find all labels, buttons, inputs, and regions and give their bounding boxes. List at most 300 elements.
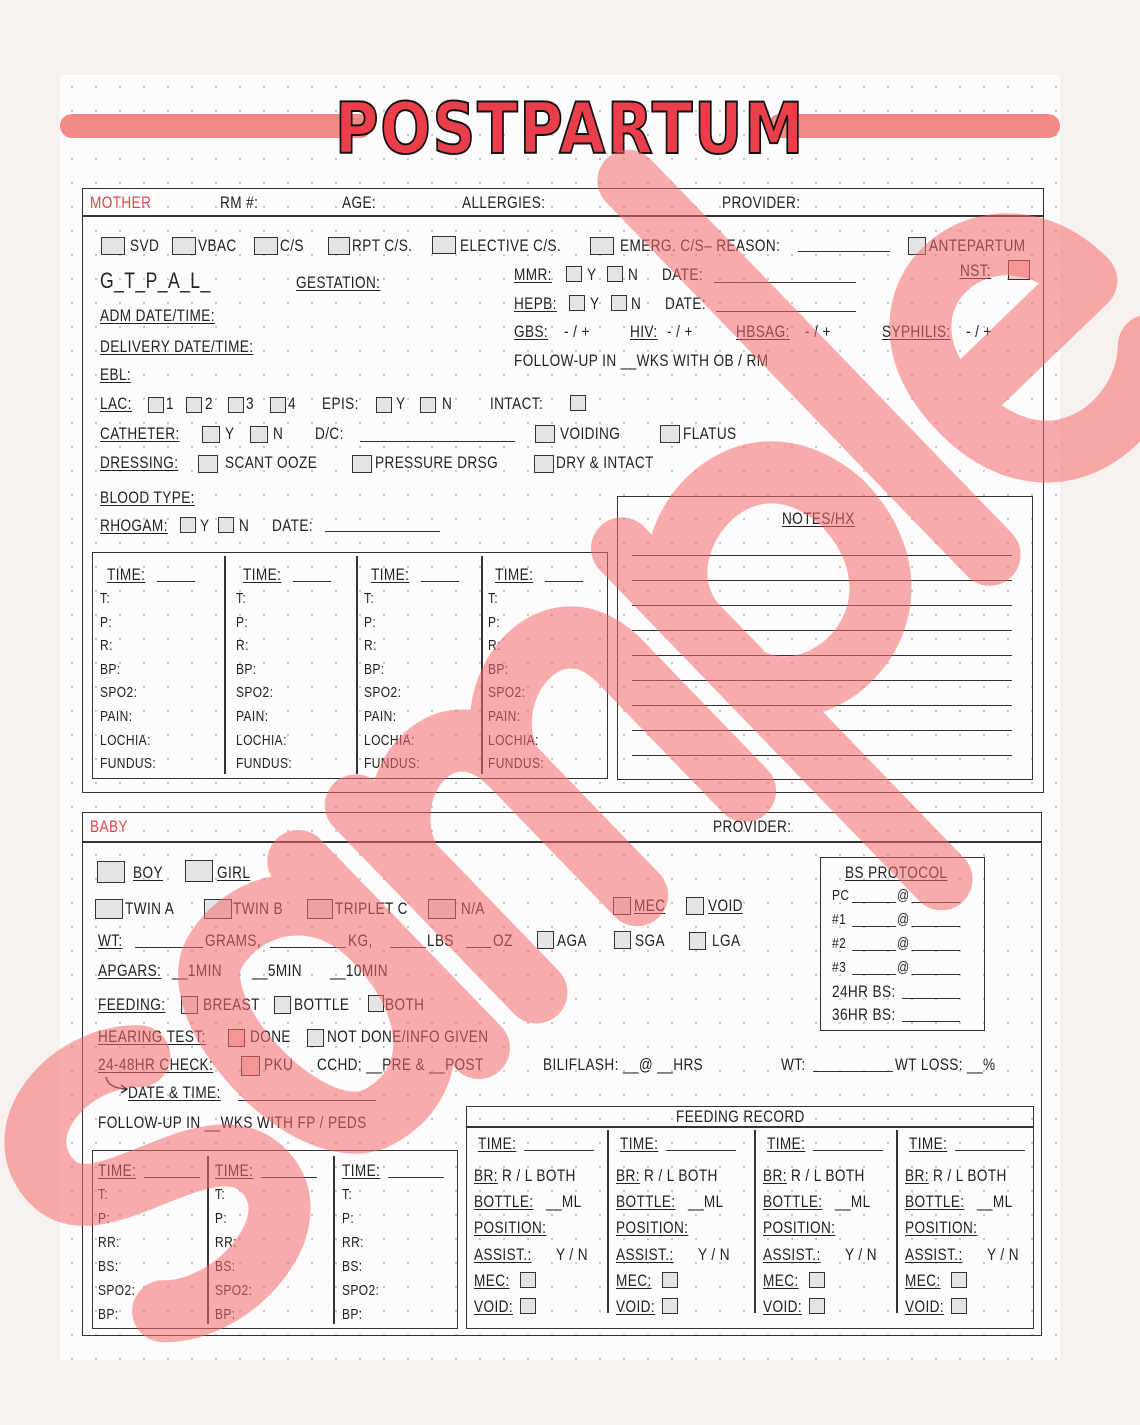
feed-void-label: VOID: xyxy=(616,1297,656,1316)
feed-mec-label: MEC: xyxy=(616,1271,652,1290)
lac-3-label: 3 xyxy=(246,394,254,413)
baby-vitals-field[interactable]: SPO2: xyxy=(98,1282,136,1299)
vitals-field[interactable]: PAIN: xyxy=(236,708,269,725)
divider xyxy=(333,1156,335,1324)
pku-checkbox[interactable] xyxy=(241,1056,260,1076)
both-checkbox[interactable] xyxy=(368,995,384,1012)
bs-24hr-label: 24HR BS: xyxy=(832,982,896,1001)
bs-row-label: PC xyxy=(832,887,850,904)
notes-line[interactable] xyxy=(632,730,1012,731)
vitals-field[interactable]: R: xyxy=(236,637,249,655)
feed-time-label: TIME: xyxy=(767,1134,806,1153)
twin-b-checkbox[interactable] xyxy=(204,899,232,919)
divider xyxy=(607,1130,609,1313)
vitals-time-line[interactable] xyxy=(293,581,331,582)
baby-vitals-field[interactable]: P: xyxy=(342,1210,355,1227)
baby-vitals-field[interactable]: SPO2: xyxy=(342,1282,380,1299)
catheter-yes-label: Y xyxy=(225,424,235,443)
feed-assist-yn[interactable]: Y / N xyxy=(556,1245,588,1264)
baby-vitals-time-line[interactable] xyxy=(388,1177,444,1178)
baby-vitals-field[interactable]: P: xyxy=(98,1210,111,1227)
mmr-yes-checkbox[interactable] xyxy=(566,266,582,282)
vitals-field[interactable]: FUNDUS: xyxy=(236,755,293,773)
epis-label: EPIS: xyxy=(322,394,359,413)
gtpal-field[interactable]: G_T_P_A_L_ xyxy=(100,268,211,293)
pressure-drsg-label: PRESSURE DRSG xyxy=(375,453,499,472)
baby-vitals-field[interactable]: BS: xyxy=(98,1258,119,1275)
bs-36hr-line[interactable] xyxy=(902,1021,960,1022)
feed-time-line[interactable] xyxy=(813,1150,883,1151)
gestation-label[interactable]: GESTATION: xyxy=(296,273,381,292)
lac-1-checkbox[interactable] xyxy=(148,397,164,413)
sga-checkbox[interactable] xyxy=(614,931,631,949)
twin-a-checkbox[interactable] xyxy=(95,899,123,919)
vitals-field[interactable]: PAIN: xyxy=(364,708,397,725)
feed-br-options[interactable]: R / L BOTH xyxy=(791,1166,865,1185)
hepb-no-label: N xyxy=(631,294,642,313)
baby-vitals-field[interactable]: RR: xyxy=(98,1234,120,1251)
bs-row-label: #3 xyxy=(832,959,847,976)
notes-line[interactable] xyxy=(632,705,1012,706)
feed-mec-checkbox[interactable] xyxy=(951,1272,967,1288)
feed-assist-yn[interactable]: Y / N xyxy=(845,1245,877,1264)
baby-vitals-field[interactable]: BS: xyxy=(215,1258,236,1275)
baby-vitals-time-line[interactable] xyxy=(261,1177,317,1178)
elective-cs-label: ELECTIVE C/S. xyxy=(460,236,562,255)
aga-checkbox[interactable] xyxy=(537,931,554,949)
hepb-yes-label: Y xyxy=(590,294,600,313)
feed-assist-label: ASSIST.: xyxy=(474,1245,532,1264)
feed-mec-checkbox[interactable] xyxy=(809,1272,825,1288)
notes-line[interactable] xyxy=(632,555,1012,556)
vitals-time-label: TIME: xyxy=(495,565,534,584)
feed-void-checkbox[interactable] xyxy=(809,1298,825,1314)
vitals-field[interactable]: P: xyxy=(488,613,501,631)
both-label: BOTH xyxy=(385,995,425,1014)
vitals-field[interactable]: R: xyxy=(364,637,377,655)
vitals-field[interactable]: BP: xyxy=(100,660,121,678)
girl-label: GIRL xyxy=(217,863,251,882)
bs-24hr-line[interactable] xyxy=(902,998,960,999)
rhogam-no-label: N xyxy=(239,516,250,535)
hearing-test-label: HEARING TEST: xyxy=(98,1027,206,1046)
intact-checkbox[interactable] xyxy=(570,395,586,411)
vitals-field[interactable]: T: xyxy=(100,590,111,607)
hepb-no-checkbox[interactable] xyxy=(611,295,627,311)
grams-label: GRAMS, xyxy=(205,931,262,950)
flatus-checkbox[interactable] xyxy=(660,425,680,443)
dry-intact-label: DRY & INTACT xyxy=(556,453,654,472)
page-title: POSTPARTUM xyxy=(334,88,806,170)
vitals-field[interactable]: SPO2: xyxy=(488,684,526,702)
breast-checkbox[interactable] xyxy=(181,996,198,1014)
dressing-label: DRESSING: xyxy=(100,453,179,472)
feed-bottle-label: BOTTLE: xyxy=(474,1192,534,1211)
catheter-no-checkbox[interactable] xyxy=(250,426,268,443)
notes-title: NOTES/HX xyxy=(782,509,855,528)
feed-mec-label: MEC: xyxy=(474,1271,510,1290)
hearing-not-done-label: NOT DONE/INFO GIVEN xyxy=(327,1027,489,1046)
notes-line[interactable] xyxy=(632,605,1012,606)
vitals-field[interactable]: P: xyxy=(100,613,113,631)
vbac-label: VBAC xyxy=(198,236,237,255)
baby-vitals-field[interactable]: BP: xyxy=(98,1306,119,1323)
lbs-line[interactable] xyxy=(390,947,426,948)
syphilis-label: SYPHILIS: xyxy=(882,322,951,341)
feed-void-checkbox[interactable] xyxy=(520,1298,536,1314)
age-label[interactable]: AGE: xyxy=(342,193,377,212)
feed-mec-label: MEC: xyxy=(905,1271,941,1290)
feed-void-label: VOID: xyxy=(474,1297,514,1316)
breast-label: BREAST xyxy=(203,995,260,1014)
divider xyxy=(207,1156,209,1324)
rhogam-no-checkbox[interactable] xyxy=(218,517,234,533)
bs-at: @ xyxy=(897,887,910,904)
feed-mec-checkbox[interactable] xyxy=(520,1272,536,1288)
bs-time-line[interactable] xyxy=(912,950,960,951)
vitals-field[interactable]: FUNDUS: xyxy=(100,755,157,773)
feed-bottle-label: BOTTLE: xyxy=(616,1192,676,1211)
bs-at: @ xyxy=(897,935,910,952)
vitals-field[interactable]: FUNDUS: xyxy=(488,755,545,773)
vitals-field[interactable]: SPO2: xyxy=(100,684,138,702)
rhogam-yes-checkbox[interactable] xyxy=(180,517,196,533)
pressure-drsg-checkbox[interactable] xyxy=(352,455,372,473)
syphilis-result[interactable]: - / + xyxy=(966,322,992,341)
vitals-field[interactable]: R: xyxy=(100,637,113,655)
na-label: N/A xyxy=(461,899,485,918)
emerg-cs-label: EMERG. C/S– REASON: xyxy=(620,236,781,255)
svd-checkbox[interactable] xyxy=(101,237,125,255)
feed-br-options[interactable]: R / L BOTH xyxy=(502,1166,576,1185)
date-time-label: DATE & TIME: xyxy=(128,1083,221,1102)
lac-4-checkbox[interactable] xyxy=(270,397,286,413)
baby-vitals-field[interactable]: P: xyxy=(215,1210,228,1227)
vitals-field[interactable]: T: xyxy=(364,590,375,607)
vitals-field[interactable]: BP: xyxy=(364,660,385,678)
lac-label: LAC: xyxy=(100,394,132,413)
adm-datetime-label[interactable]: ADM DATE/TIME: xyxy=(100,306,215,325)
delivery-datetime-label[interactable]: DELIVERY DATE/TIME: xyxy=(100,337,254,356)
notes-line[interactable] xyxy=(632,755,1012,756)
elective-cs-checkbox[interactable] xyxy=(432,236,456,254)
divider xyxy=(896,1130,898,1313)
svd-label: SVD xyxy=(130,236,160,255)
mmr-yes-label: Y xyxy=(587,265,597,284)
dc-line[interactable] xyxy=(360,441,515,442)
vitals-time-line[interactable] xyxy=(545,581,583,582)
lbs-label: LBS xyxy=(427,931,454,950)
feed-br-options[interactable]: R / L BOTH xyxy=(933,1166,1007,1185)
hearing-done-checkbox[interactable] xyxy=(228,1029,245,1047)
triplet-c-checkbox[interactable] xyxy=(307,899,333,919)
mmr-date-label: DATE: xyxy=(662,265,704,284)
feed-time-line[interactable] xyxy=(524,1150,594,1151)
hepb-label: HEPB: xyxy=(514,294,557,313)
bs-time-line[interactable] xyxy=(912,926,960,927)
lac-3-checkbox[interactable] xyxy=(228,397,244,413)
wt-loss-field[interactable]: WT LOSS: __% xyxy=(895,1055,996,1074)
boy-label: BOY xyxy=(133,863,163,882)
feed-br-label: BR: xyxy=(763,1166,787,1185)
epis-yes-checkbox[interactable] xyxy=(376,397,392,413)
intact-label: INTACT: xyxy=(490,394,544,413)
arrow-icon xyxy=(102,1076,130,1096)
feed-mec-label: MEC: xyxy=(763,1271,799,1290)
blood-type-label[interactable]: BLOOD TYPE: xyxy=(100,488,195,507)
bs-time-line[interactable] xyxy=(912,974,960,975)
flatus-label: FLATUS xyxy=(683,424,737,443)
vitals-field[interactable]: LOCHIA: xyxy=(100,731,151,749)
divider xyxy=(82,215,1044,217)
divider xyxy=(466,1126,1034,1128)
mmr-date-line[interactable] xyxy=(714,282,856,283)
hbsag-label: HBSAG: xyxy=(736,322,790,341)
bs-value-line[interactable] xyxy=(852,902,896,903)
antepartum-checkbox[interactable] xyxy=(908,237,926,255)
feed-assist-label: ASSIST.: xyxy=(616,1245,674,1264)
feed-bottle-ml[interactable]: __ML xyxy=(835,1192,871,1211)
emerg-cs-checkbox[interactable] xyxy=(590,237,614,255)
scant-ooze-checkbox[interactable] xyxy=(198,455,218,473)
baby-vitals-field[interactable]: BP: xyxy=(342,1306,363,1323)
bs-value-line[interactable] xyxy=(852,950,896,951)
bs-at: @ xyxy=(897,959,910,976)
vitals-time-line[interactable] xyxy=(157,581,195,582)
kg-line[interactable] xyxy=(270,947,346,948)
rhogam-date-label: DATE: xyxy=(272,516,314,535)
feeding-label: FEEDING: xyxy=(98,995,166,1014)
hbsag-result[interactable]: - / + xyxy=(805,322,831,341)
divider xyxy=(356,556,358,774)
vitals-time-label: TIME: xyxy=(107,565,146,584)
cs-checkbox[interactable] xyxy=(254,237,278,255)
reason-line[interactable] xyxy=(798,251,890,252)
feed-br-label: BR: xyxy=(616,1166,640,1185)
feed-bottle-label: BOTTLE: xyxy=(905,1192,965,1211)
bottle-checkbox[interactable] xyxy=(274,996,291,1014)
girl-checkbox[interactable] xyxy=(185,860,213,882)
allergies-label[interactable]: ALLERGIES: xyxy=(462,193,546,212)
feed-position-label[interactable]: POSITION: xyxy=(905,1218,978,1237)
notes-line[interactable] xyxy=(632,580,1012,581)
epis-no-label: N xyxy=(442,394,453,413)
bs-row-label: #2 xyxy=(832,935,847,952)
vitals-field[interactable]: PAIN: xyxy=(488,708,521,725)
feeding-record-title: FEEDING RECORD xyxy=(676,1107,805,1126)
vitals-field[interactable]: BP: xyxy=(488,660,509,678)
hepb-yes-checkbox[interactable] xyxy=(569,295,585,311)
vitals-field[interactable]: T: xyxy=(236,590,247,607)
apgar-10min[interactable]: __10MIN xyxy=(330,961,388,980)
baby-vitals-field[interactable]: RR: xyxy=(215,1234,237,1251)
baby-vitals-field[interactable]: T: xyxy=(98,1186,109,1203)
boy-checkbox[interactable] xyxy=(97,861,125,883)
oz-label: OZ xyxy=(493,931,513,950)
feed-position-label[interactable]: POSITION: xyxy=(763,1218,836,1237)
baby-vitals-field[interactable]: T: xyxy=(215,1186,226,1203)
feed-void-label: VOID: xyxy=(905,1297,945,1316)
vitals-field[interactable]: LOCHIA: xyxy=(488,731,539,749)
na-checkbox[interactable] xyxy=(428,899,456,919)
bottle-label: BOTTLE xyxy=(294,995,350,1014)
feed-assist-label: ASSIST.: xyxy=(763,1245,821,1264)
vitals-time-label: TIME: xyxy=(371,565,410,584)
apgar-1min[interactable]: __1MIN xyxy=(172,961,223,980)
lga-label: LGA xyxy=(712,931,741,950)
hearing-done-label: DONE xyxy=(250,1027,291,1046)
catheter-no-label: N xyxy=(273,424,284,443)
nst-checkbox[interactable] xyxy=(1008,260,1030,280)
oz-line[interactable] xyxy=(466,947,491,948)
bs-row-label: #1 xyxy=(832,911,847,928)
divider xyxy=(754,1130,756,1313)
provider-label[interactable]: PROVIDER: xyxy=(722,193,801,212)
feed-bottle-ml[interactable]: __ML xyxy=(977,1192,1013,1211)
vitals-field[interactable]: BP: xyxy=(236,660,257,678)
ebl-label[interactable]: EBL: xyxy=(100,365,132,384)
mmr-no-label: N xyxy=(628,265,639,284)
baby-vitals-field[interactable]: BP: xyxy=(215,1306,236,1323)
bs-time-line[interactable] xyxy=(912,902,960,903)
hearing-not-done-checkbox[interactable] xyxy=(307,1029,324,1047)
mmr-label: MMR: xyxy=(514,265,552,284)
feed-bottle-label: BOTTLE: xyxy=(763,1192,823,1211)
pku-label: PKU xyxy=(264,1055,294,1074)
mmr-no-checkbox[interactable] xyxy=(607,266,623,282)
twin-a-label: TWIN A xyxy=(125,899,175,918)
hepb-date-line[interactable] xyxy=(716,311,856,312)
lga-checkbox[interactable] xyxy=(689,932,706,950)
lac-2-checkbox[interactable] xyxy=(186,397,202,413)
notes-line[interactable] xyxy=(632,655,1012,656)
check-wt-label: WT: xyxy=(781,1055,806,1074)
baby-vitals-field[interactable]: RR: xyxy=(342,1234,364,1251)
vitals-field[interactable]: LOCHIA: xyxy=(364,731,415,749)
date-time-line[interactable] xyxy=(238,1100,376,1101)
twin-b-label: TWIN B xyxy=(233,899,283,918)
baby-vitals-time-label: TIME: xyxy=(342,1161,381,1180)
feed-position-label[interactable]: POSITION: xyxy=(616,1218,689,1237)
vitals-field[interactable]: LOCHIA: xyxy=(236,731,287,749)
baby-label: BABY xyxy=(90,817,128,836)
hiv-label: HIV: xyxy=(630,322,658,341)
divider xyxy=(224,556,226,774)
feed-bottle-ml[interactable]: __ML xyxy=(546,1192,582,1211)
wt-label: WT: xyxy=(98,931,123,950)
vitals-field[interactable]: SPO2: xyxy=(364,684,402,702)
catheter-yes-checkbox[interactable] xyxy=(202,426,220,443)
void-checkbox[interactable] xyxy=(686,897,704,915)
feed-void-checkbox[interactable] xyxy=(951,1298,967,1314)
mec-label: MEC xyxy=(634,896,666,915)
cchd-field[interactable]: CCHD: __PRE & __POST xyxy=(317,1055,484,1074)
feed-br-options[interactable]: R / L BOTH xyxy=(644,1166,718,1185)
grams-line[interactable] xyxy=(135,947,203,948)
feed-void-checkbox[interactable] xyxy=(662,1298,678,1314)
rpt-cs-checkbox[interactable] xyxy=(328,237,350,255)
antepartum-label: ANTEPARTUM xyxy=(929,236,1026,255)
voiding-checkbox[interactable] xyxy=(535,425,555,443)
rhogam-date-line[interactable] xyxy=(325,531,440,532)
feed-position-label[interactable]: POSITION: xyxy=(474,1218,547,1237)
apgars-label: APGARS: xyxy=(98,961,162,980)
apgar-5min[interactable]: __5MIN xyxy=(252,961,303,980)
aga-label: AGA xyxy=(557,931,587,950)
vbac-checkbox[interactable] xyxy=(172,237,196,255)
vitals-field[interactable]: SPO2: xyxy=(236,684,274,702)
divider xyxy=(82,841,1042,843)
kg-label: KG, xyxy=(348,931,373,950)
triplet-c-label: TRIPLET C xyxy=(335,899,408,918)
feed-time-label: TIME: xyxy=(620,1134,659,1153)
vitals-field[interactable]: T: xyxy=(488,590,499,607)
baby-vitals-field[interactable]: SPO2: xyxy=(215,1282,253,1299)
lac-2-label: 2 xyxy=(205,394,213,413)
bs-value-line[interactable] xyxy=(852,926,896,927)
baby-vitals-time-line[interactable] xyxy=(144,1177,200,1178)
bs-value-line[interactable] xyxy=(852,974,896,975)
feed-mec-checkbox[interactable] xyxy=(662,1272,678,1288)
dry-intact-checkbox[interactable] xyxy=(534,455,554,473)
mec-checkbox[interactable] xyxy=(613,897,631,915)
nst-label: NST: xyxy=(960,261,992,280)
feed-assist-yn[interactable]: Y / N xyxy=(987,1245,1019,1264)
baby-provider-label[interactable]: PROVIDER: xyxy=(713,817,792,836)
hiv-result[interactable]: - / + xyxy=(667,322,693,341)
feed-assist-yn[interactable]: Y / N xyxy=(698,1245,730,1264)
feed-bottle-ml[interactable]: __ML xyxy=(688,1192,724,1211)
dc-label: D/C: xyxy=(315,424,344,443)
baby-vitals-field[interactable]: BS: xyxy=(342,1258,363,1275)
rhogam-yes-label: Y xyxy=(200,516,210,535)
feed-assist-label: ASSIST.: xyxy=(905,1245,963,1264)
feed-time-label: TIME: xyxy=(478,1134,517,1153)
check-24-48hr-label: 24-48HR CHECK: xyxy=(98,1055,214,1074)
vitals-field[interactable]: P: xyxy=(236,613,249,631)
feed-time-line[interactable] xyxy=(955,1150,1025,1151)
baby-vitals-time-label: TIME: xyxy=(98,1161,137,1180)
scant-ooze-label: SCANT OOZE xyxy=(225,453,318,472)
feed-time-line[interactable] xyxy=(666,1150,736,1151)
void-label: VOID xyxy=(708,896,743,915)
bs-protocol-title: BS PROTOCOL xyxy=(845,863,948,882)
rm-label[interactable]: RM #: xyxy=(220,193,259,212)
catheter-label: CATHETER: xyxy=(100,424,180,443)
notes-line[interactable] xyxy=(632,680,1012,681)
gbs-result[interactable]: - / + xyxy=(564,322,590,341)
baby-vitals-field[interactable]: T: xyxy=(342,1186,353,1203)
vitals-field[interactable]: FUNDUS: xyxy=(364,755,421,773)
notes-line[interactable] xyxy=(632,630,1012,631)
feed-br-label: BR: xyxy=(474,1166,498,1185)
vitals-field[interactable]: P: xyxy=(364,613,377,631)
bs-at: @ xyxy=(897,911,910,928)
vitals-time-line[interactable] xyxy=(421,581,459,582)
divider xyxy=(481,556,483,774)
vitals-time-label: TIME: xyxy=(243,565,282,584)
epis-no-checkbox[interactable] xyxy=(420,397,436,413)
check-wt-line[interactable] xyxy=(813,1071,893,1072)
feed-time-label: TIME: xyxy=(909,1134,948,1153)
cs-label: C/S xyxy=(280,236,304,255)
vitals-field[interactable]: PAIN: xyxy=(100,708,133,725)
mother-followup[interactable]: FOLLOW-UP IN __WKS WITH OB / RM xyxy=(514,351,769,370)
baby-followup[interactable]: FOLLOW-UP IN __WKS WITH FP / PEDS xyxy=(98,1113,367,1132)
vitals-field[interactable]: R: xyxy=(488,637,501,655)
feed-br-label: BR: xyxy=(905,1166,929,1185)
biliflash-field[interactable]: BILIFLASH: __@ __HRS xyxy=(543,1055,704,1074)
